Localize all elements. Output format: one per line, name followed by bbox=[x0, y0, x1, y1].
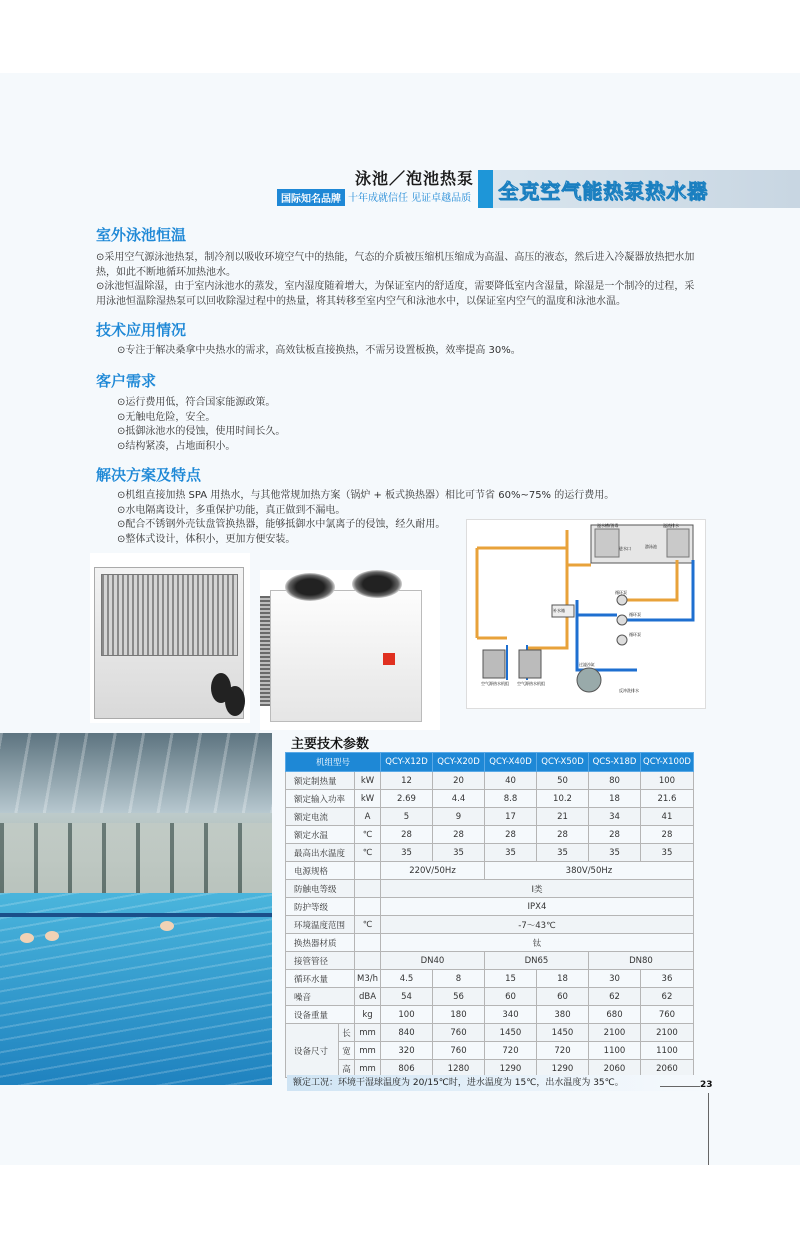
table-cell: 1280 bbox=[433, 1060, 485, 1078]
row-sublabel: 长 bbox=[339, 1024, 355, 1042]
header-cell: QCY-X20D bbox=[433, 753, 485, 772]
table-cell: 760 bbox=[641, 1006, 694, 1024]
table-cell: 340 bbox=[485, 1006, 537, 1024]
list-item: ⊙结构紧凑，占地面积小。 bbox=[117, 440, 236, 452]
row-label: 环境温度范围 bbox=[286, 916, 355, 934]
table-cell: 380 bbox=[537, 1006, 589, 1024]
diagram-label: 进水口 bbox=[619, 546, 631, 551]
table-cell: 2060 bbox=[641, 1060, 694, 1078]
row-label: 额定水温 bbox=[286, 826, 355, 844]
table-cell: 2.69 bbox=[381, 790, 433, 808]
table-row bbox=[286, 1006, 694, 1024]
table-cell: 35 bbox=[589, 844, 641, 862]
table-cell: 35 bbox=[641, 844, 694, 862]
table-cell: DN65 bbox=[485, 952, 589, 970]
table-cell: 720 bbox=[485, 1042, 537, 1060]
table-header-row bbox=[286, 753, 694, 772]
table-cell: 28 bbox=[537, 826, 589, 844]
table-cell: Ⅰ类 bbox=[381, 880, 694, 898]
row-label: 循环水量 bbox=[286, 970, 355, 988]
table-cell: 12 bbox=[381, 772, 433, 790]
table-cell: 1290 bbox=[485, 1060, 537, 1078]
rated-conditions-note: 额定工况：环境干湿球温度为 20/15℃时，进水温度为 15℃，出水温度为 35℃。 bbox=[287, 1075, 708, 1091]
table-cell: 54 bbox=[381, 988, 433, 1006]
table-cell: 28 bbox=[641, 826, 694, 844]
row-sublabel: 宽 bbox=[339, 1042, 355, 1060]
table-cell: 4.5 bbox=[381, 970, 433, 988]
page-number-rule bbox=[660, 1086, 700, 1087]
table-cell: 8.8 bbox=[485, 790, 537, 808]
table-cell: 80 bbox=[589, 772, 641, 790]
table-cell: 5 bbox=[381, 808, 433, 826]
list-item: ⊙水电隔离设计，多重保护功能，真正做到不漏电。 bbox=[117, 504, 346, 516]
table-cell: 2100 bbox=[589, 1024, 641, 1042]
spec-table-title: 主要技术参数 bbox=[291, 737, 370, 752]
table-cell: 62 bbox=[589, 988, 641, 1006]
table-cell: 1100 bbox=[589, 1042, 641, 1060]
table-row bbox=[286, 988, 694, 1006]
table-row bbox=[286, 772, 694, 790]
table-cell: 62 bbox=[641, 988, 694, 1006]
table-cell: 180 bbox=[433, 1006, 485, 1024]
table-cell: 钛 bbox=[381, 934, 694, 952]
diagram-label: 溢流排水 bbox=[663, 523, 679, 528]
table-row bbox=[286, 934, 694, 952]
table-row bbox=[286, 970, 694, 988]
table-row bbox=[286, 880, 694, 898]
row-label: 换热器材质 bbox=[286, 934, 355, 952]
customer-needs-list bbox=[117, 396, 285, 454]
paragraph-dehumidify: ⊙泳池恒温除湿，由于室内泳池水的蒸发，室内湿度随着增大，为保证室内的舒适度，需要降低室内含湿量，除湿是一个制冷的过程，采用泳池恒温除湿热泵可以回收除湿过程中的热量，将其转移至室内空气和泳池水中，以保证室内空气的温度和泳池水温。 bbox=[96, 281, 695, 307]
table-row bbox=[286, 808, 694, 826]
table-cell: 680 bbox=[589, 1006, 641, 1024]
row-unit: kW bbox=[355, 790, 381, 808]
table-cell: 840 bbox=[381, 1024, 433, 1042]
table-row bbox=[286, 952, 694, 970]
table-cell: 41 bbox=[641, 808, 694, 826]
page-number: 23 bbox=[700, 1080, 713, 1090]
table-cell: 18 bbox=[537, 970, 589, 988]
table-row bbox=[286, 862, 694, 880]
table-cell: 760 bbox=[433, 1042, 485, 1060]
table-cell: 10.2 bbox=[537, 790, 589, 808]
table-cell: 380V/50Hz bbox=[485, 862, 694, 880]
table-cell: 56 bbox=[433, 988, 485, 1006]
table-cell: 15 bbox=[485, 970, 537, 988]
page-number-rule bbox=[708, 1093, 709, 1165]
header-cell: QCY-X40D bbox=[485, 753, 537, 772]
category-title: 泳池／泡池热泵 bbox=[355, 169, 475, 188]
table-cell: 35 bbox=[381, 844, 433, 862]
list-item: ⊙整体式设计，体积小，更加方便安装。 bbox=[117, 533, 296, 545]
section-title-customer-needs: 客户需求 bbox=[96, 372, 157, 390]
list-item: ⊙无触电危险，安全。 bbox=[117, 411, 216, 423]
table-cell: IPX4 bbox=[381, 898, 694, 916]
table-cell: 2100 bbox=[641, 1024, 694, 1042]
table-row bbox=[286, 1024, 694, 1042]
header-cell: QCY-X100D bbox=[641, 753, 694, 772]
system-diagram bbox=[466, 519, 706, 709]
row-unit: ℃ bbox=[355, 826, 381, 844]
slogan: 十年成就信任 见证卓越品质 bbox=[348, 193, 472, 204]
row-label: 接管管径 bbox=[286, 952, 355, 970]
table-cell: 1450 bbox=[537, 1024, 589, 1042]
diagram-label: 补水箱 bbox=[553, 608, 565, 613]
row-unit: mm bbox=[355, 1060, 381, 1078]
table-cell: 35 bbox=[433, 844, 485, 862]
table-cell: 35 bbox=[537, 844, 589, 862]
section-title-outdoor-pool: 室外泳池恒温 bbox=[96, 226, 187, 244]
table-row bbox=[286, 898, 694, 916]
diagram-label: 反冲洗排水 bbox=[619, 688, 639, 693]
row-unit: ℃ bbox=[355, 844, 381, 862]
header-cell: 机组型号 bbox=[286, 753, 381, 772]
table-row bbox=[286, 844, 694, 862]
row-unit: kg bbox=[355, 1006, 381, 1024]
table-cell: 28 bbox=[433, 826, 485, 844]
row-unit: kW bbox=[355, 772, 381, 790]
section-title-solutions: 解决方案及特点 bbox=[96, 466, 202, 484]
table-cell: 100 bbox=[381, 1006, 433, 1024]
table-cell: 40 bbox=[485, 772, 537, 790]
table-cell: 28 bbox=[485, 826, 537, 844]
table-row bbox=[286, 790, 694, 808]
table-cell: 36 bbox=[641, 970, 694, 988]
table-cell: 1290 bbox=[537, 1060, 589, 1078]
table-row bbox=[286, 916, 694, 934]
product-photo-top-fan-unit bbox=[260, 570, 440, 730]
tech-application-list bbox=[117, 344, 521, 359]
row-label: 额定电流 bbox=[286, 808, 355, 826]
table-cell: 8 bbox=[433, 970, 485, 988]
table-cell: 21 bbox=[537, 808, 589, 826]
product-banner bbox=[478, 170, 800, 208]
table-cell: 28 bbox=[589, 826, 641, 844]
row-label: 额定输入功率 bbox=[286, 790, 355, 808]
table-cell: 35 bbox=[485, 844, 537, 862]
diagram-label: 循环泵 bbox=[629, 632, 641, 637]
table-cell: 1450 bbox=[485, 1024, 537, 1042]
diagram-label: 游泳池 bbox=[645, 544, 657, 549]
table-cell: 1100 bbox=[641, 1042, 694, 1060]
row-label: 设备尺寸 bbox=[286, 1024, 339, 1078]
row-unit: ℃ bbox=[355, 916, 381, 934]
section-title-tech-application: 技术应用情况 bbox=[96, 321, 187, 339]
row-label: 额定制热量 bbox=[286, 772, 355, 790]
list-item: ⊙抵御泳池水的侵蚀，使用时间长久。 bbox=[117, 426, 286, 437]
row-unit: mm bbox=[355, 1042, 381, 1060]
table-cell: 20 bbox=[433, 772, 485, 790]
product-photo-large-unit bbox=[90, 553, 250, 723]
table-cell: 60 bbox=[537, 988, 589, 1006]
diagram-label: 溢水槽/消毒 bbox=[597, 523, 619, 528]
table-cell: 17 bbox=[485, 808, 537, 826]
list-item: ⊙机组直接加热 SPA 用热水，与其他常规加热方案（锅炉 + 板式换热器）相比可节省 60%~75% 的运行费用。 bbox=[117, 490, 615, 501]
indoor-pool-photo bbox=[0, 733, 272, 1085]
row-label: 防护等级 bbox=[286, 898, 355, 916]
table-cell: -7～43℃ bbox=[381, 916, 694, 934]
header-cell: QCY-X50D bbox=[537, 753, 589, 772]
list-item: ⊙专注于解决桑拿中央热水的需求，高效钛板直接换热，不需另设置板换，效率提高 30%。 bbox=[117, 345, 521, 356]
diagram-label: 空气源热水机组 bbox=[517, 681, 545, 686]
row-label: 设备重量 bbox=[286, 1006, 355, 1024]
table-cell: DN40 bbox=[381, 952, 485, 970]
table-cell: 220V/50Hz bbox=[381, 862, 485, 880]
header-cell: QCS-X18D bbox=[589, 753, 641, 772]
diagram-label: 循环泵 bbox=[629, 612, 641, 617]
diagram-label: 空气源热水机组 bbox=[481, 681, 509, 686]
table-cell: 4.4 bbox=[433, 790, 485, 808]
table-row bbox=[286, 826, 694, 844]
row-unit: M3/h bbox=[355, 970, 381, 988]
table-cell: 2060 bbox=[589, 1060, 641, 1078]
diagram-label: 循环泵 bbox=[615, 590, 627, 595]
row-unit: mm bbox=[355, 1024, 381, 1042]
row-label: 电源规格 bbox=[286, 862, 355, 880]
row-label: 噪音 bbox=[286, 988, 355, 1006]
table-cell: 60 bbox=[485, 988, 537, 1006]
table-cell: 100 bbox=[641, 772, 694, 790]
table-row bbox=[286, 1042, 694, 1060]
diagram-label: 过滤沙缸 bbox=[579, 662, 595, 667]
table-cell: 30 bbox=[589, 970, 641, 988]
row-label: 最高出水温度 bbox=[286, 844, 355, 862]
table-cell: 34 bbox=[589, 808, 641, 826]
row-sublabel: 高 bbox=[339, 1060, 355, 1078]
table-cell: 28 bbox=[381, 826, 433, 844]
table-cell: 760 bbox=[433, 1024, 485, 1042]
table-cell: 21.6 bbox=[641, 790, 694, 808]
paragraph-heat-pump: ⊙采用空气源泳池热泵，制冷剂以吸收环境空气中的热能，气态的介质被压缩机压缩成为高温、高压的液态，然后进入冷凝器放热把水加热，如此不断地循环加热池水。 bbox=[96, 252, 695, 278]
table-cell: 806 bbox=[381, 1060, 433, 1078]
brand-badge: 国际知名品牌 bbox=[277, 189, 345, 206]
product-title: 全克空气能热泵热水器 bbox=[498, 179, 708, 203]
table-cell: 720 bbox=[537, 1042, 589, 1060]
spec-table bbox=[285, 752, 694, 1078]
table-cell: 50 bbox=[537, 772, 589, 790]
row-unit: A bbox=[355, 808, 381, 826]
row-unit: dBA bbox=[355, 988, 381, 1006]
header-cell: QCY-X12D bbox=[381, 753, 433, 772]
table-cell: 18 bbox=[589, 790, 641, 808]
row-label: 防触电等级 bbox=[286, 880, 355, 898]
table-cell: 320 bbox=[381, 1042, 433, 1060]
table-cell: DN80 bbox=[589, 952, 694, 970]
table-cell: 9 bbox=[433, 808, 485, 826]
list-item: ⊙配合不锈钢外壳钛盘管换热器，能够抵御水中氯离子的侵蚀，经久耐用。 bbox=[117, 519, 446, 530]
list-item: ⊙运行费用低，符合国家能源政策。 bbox=[117, 397, 276, 408]
